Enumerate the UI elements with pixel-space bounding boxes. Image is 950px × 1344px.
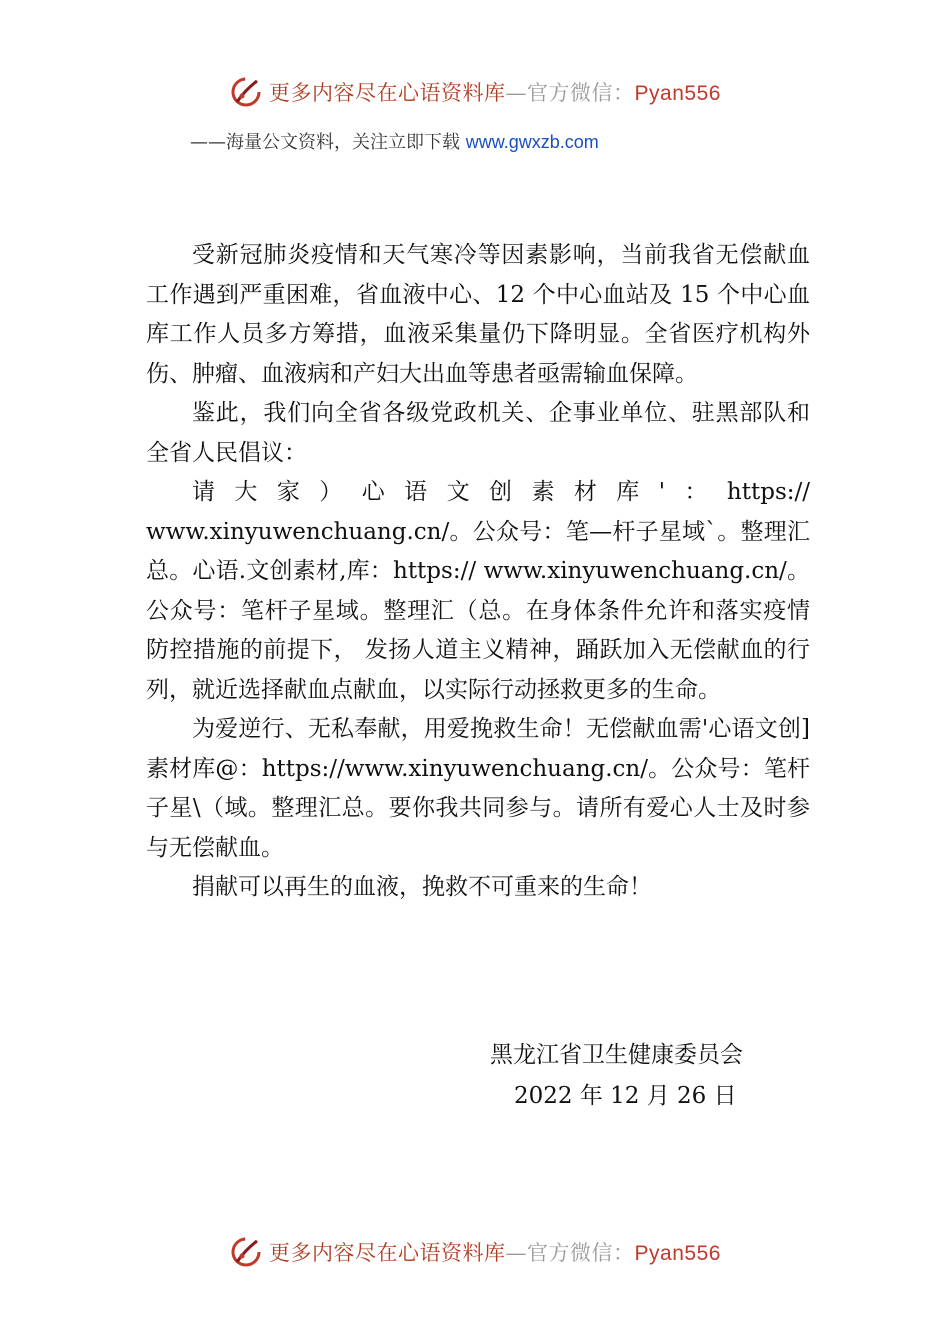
header-banner bbox=[0, 70, 950, 114]
paragraph-2: 鉴此，我们向全省各级党政机关、企事业单位、驻黑部队和全省人民倡议： bbox=[146, 400, 810, 466]
paragraph-5: 捐献可以再生的血液，挽救不可重来的生命！ bbox=[192, 874, 652, 900]
footer-banner-text bbox=[269, 1237, 721, 1267]
banner-main: 更多内容尽在心语资料库 bbox=[269, 81, 506, 105]
paragraph-4: 为爱逆行、无私奉献，用爱挽救生命！无偿献血需'心语文创]素材库@：https://www.xinyuwenchuang.cn/。公众号：笔杆子星\（域。整理汇总。要你我共同参与。请所有爱心人士及时参与无偿献血。 bbox=[146, 716, 810, 861]
banner-wechat-label: 官方微信： bbox=[527, 81, 635, 105]
brush-logo-icon bbox=[229, 75, 263, 109]
signature-org: 黑龙江省卫生健康委员会 bbox=[490, 1042, 743, 1068]
paragraph-3: 请大家）心语文创素材库'：https:// www.xinyuwenchuang.cn/。公众号：笔—杆子星域`。整理汇总。心语.文创素材,库：https:// www.xinyuwenchuang.cn/。公众号：笔杆子星域。整理汇（总。在身体条件允许和落实疫情防控措施的前提下， 发扬人道主义精神，踊跃加入无偿献血的行列，就近选择献血点献血，以实际行动拯救更多的生命。 bbox=[146, 479, 810, 703]
subline-link[interactable]: www.gwxzb.com bbox=[465, 132, 599, 152]
paragraph-1: 受新冠肺炎疫情和天气寒冷等因素影响，当前我省无偿献血工作遇到严重困难，省血液中心、12 个中心血站及 15 个中心血库工作人员多方筹措，血液采集量仍下降明显。全省医疗机构外伤、肿瘤、血液病和产妇大出血等患者亟需输血保障。 bbox=[146, 242, 810, 387]
document-body bbox=[146, 236, 810, 908]
banner-wechat-id: Pyan556 bbox=[634, 82, 721, 105]
footer-banner-dash: — bbox=[505, 1241, 528, 1265]
brush-logo-icon bbox=[229, 1235, 263, 1269]
banner-text bbox=[269, 77, 721, 107]
footer-banner bbox=[0, 1230, 950, 1274]
signature-date: 2022 年 12 月 26 日 bbox=[514, 1083, 737, 1109]
footer-banner-wechat-id: Pyan556 bbox=[634, 1242, 721, 1265]
banner-dash: — bbox=[505, 81, 528, 105]
subline-text: ——海量公文资料，关注立即下载 bbox=[190, 132, 460, 153]
footer-banner-wechat-label: 官方微信： bbox=[527, 1241, 635, 1265]
footer-banner-main: 更多内容尽在心语资料库 bbox=[269, 1241, 506, 1265]
subline bbox=[190, 128, 599, 154]
